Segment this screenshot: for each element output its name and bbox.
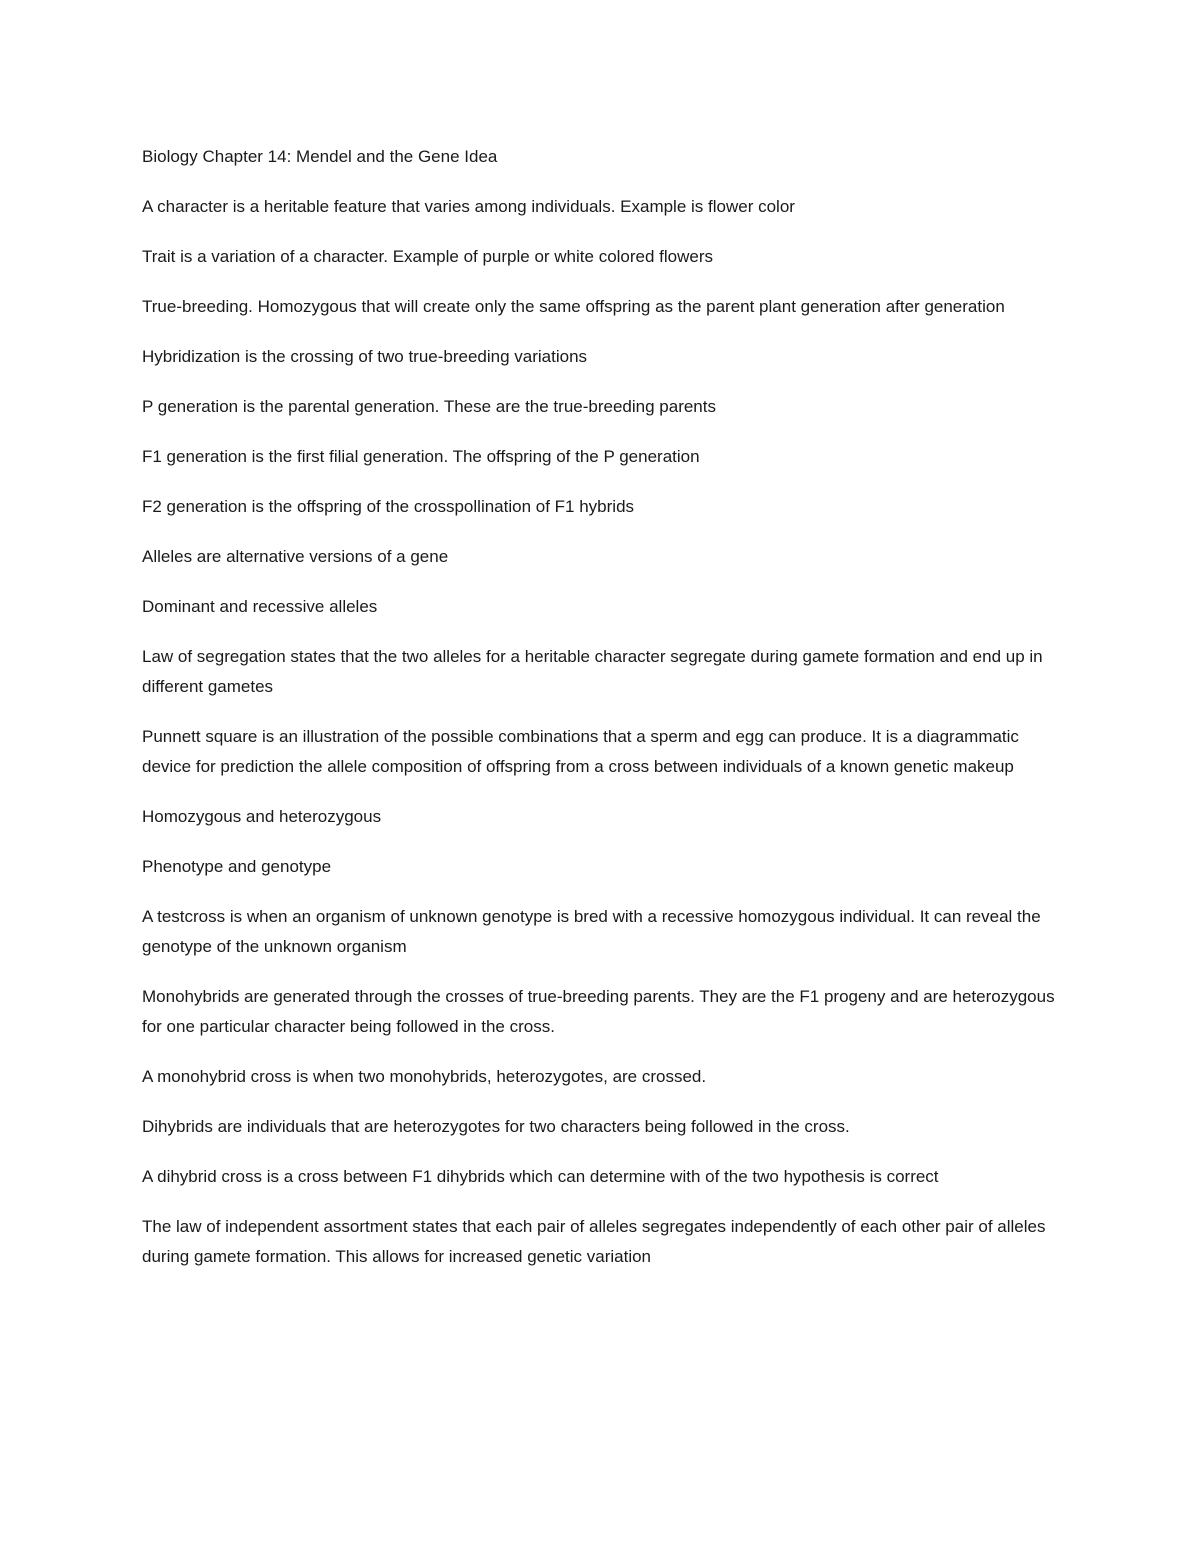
paragraph-hybridization: Hybridization is the crossing of two true-breeding variations	[142, 347, 588, 366]
paragraph-character: A character is a heritable feature that varies among individuals. Example is flower color	[142, 197, 795, 216]
paragraph-dominant-recessive: Dominant and recessive alleles	[142, 597, 378, 616]
paragraph-f1-generation: F1 generation is the first filial generation. The offspring of the P generation	[142, 447, 700, 466]
paragraph-f2-generation: F2 generation is the offspring of the crosspollination of F1 hybrids	[142, 497, 635, 516]
paragraph-true-breeding: True-breeding. Homozygous that will create only the same offspring as the parent plant generation after generation	[142, 297, 1005, 316]
paragraph-monohybrids: Monohybrids are generated through the crosses of true-breeding parents. They are the F1 progeny and are heterozygous for one particular character being followed in the cross.	[142, 987, 1055, 1036]
paragraph-punnett-square: Punnett square is an illustration of the possible combinations that a sperm and egg can produce. It is a diagrammatic device for prediction the allele composition of offspring from a cross between individuals of a known genetic makeup	[142, 727, 1019, 776]
paragraph-dihybrid-cross: A dihybrid cross is a cross between F1 dihybrids which can determine with of the two hypothesis is correct	[142, 1167, 939, 1186]
document-title: Biology Chapter 14: Mendel and the Gene Idea	[142, 147, 498, 166]
paragraph-p-generation: P generation is the parental generation. These are the true-breeding parents	[142, 397, 716, 416]
paragraph-phenotype-genotype: Phenotype and genotype	[142, 857, 332, 876]
document-body	[142, 142, 1062, 1292]
paragraph-trait: Trait is a variation of a character. Example of purple or white colored flowers	[142, 247, 714, 266]
paragraph-law-of-segregation: Law of segregation states that the two alleles for a heritable character segregate during gamete formation and end up in different gametes	[142, 647, 1043, 696]
paragraph-dihybrids: Dihybrids are individuals that are heterozygotes for two characters being followed in the cross.	[142, 1117, 850, 1136]
paragraph-testcross: A testcross is when an organism of unknown genotype is bred with a recessive homozygous individual. It can reveal the genotype of the unknown organism	[142, 907, 1041, 956]
paragraph-alleles: Alleles are alternative versions of a gene	[142, 547, 449, 566]
paragraph-independent-assortment: The law of independent assortment states that each pair of alleles segregates independently of each other pair of alleles during gamete formation. This allows for increased genetic variation	[142, 1217, 1046, 1266]
paragraph-homozygous-heterozygous: Homozygous and heterozygous	[142, 807, 382, 826]
paragraph-monohybrid-cross: A monohybrid cross is when two monohybrids, heterozygotes, are crossed.	[142, 1067, 707, 1086]
